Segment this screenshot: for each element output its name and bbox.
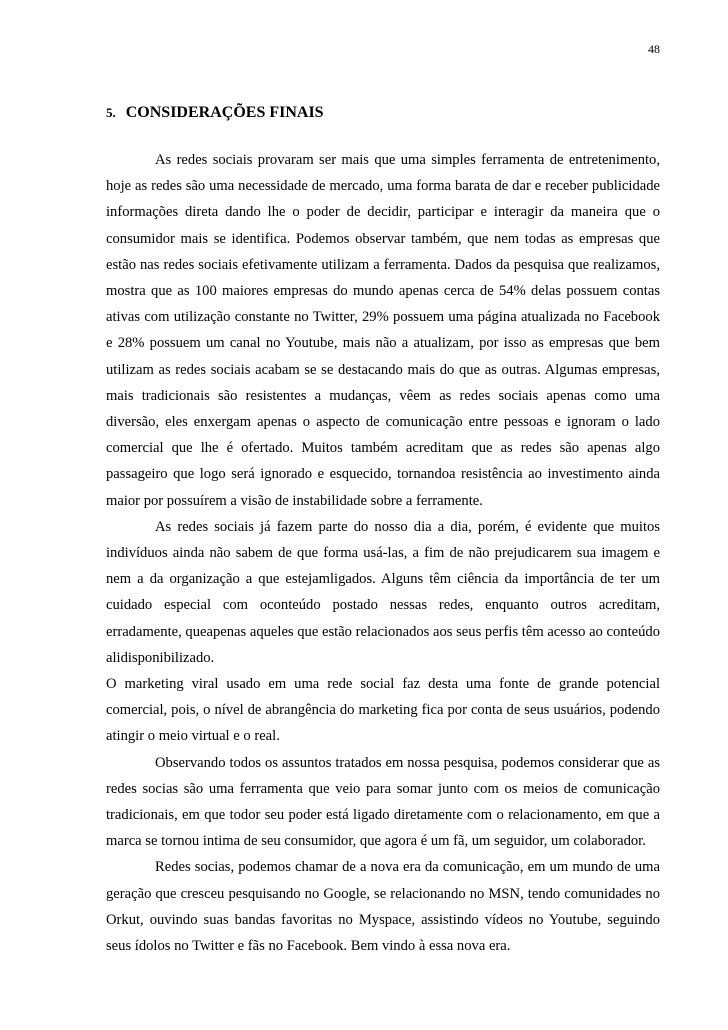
paragraph: As redes sociais provaram ser mais que uma simples ferramenta de entretenimento, hoje as redes são uma necessidade de mercado, uma forma barata de dar e receber publicidade informações direta dando lhe o poder de decidir, participar e interagir da maneira que o consumidor mais se identifica. Podemos observar também, que nem todas as empresas que estão nas redes sociais efetivamente utilizam a ferramenta. Dados da pesquisa que realizamos, mostra que as 100 maiores empresas do mundo apenas cerca de 54% delas possuem contas ativas com utilização constante no Twitter, 29% possuem uma página atualizada no Facebook e 28% possuem um canal no Youtube, mais não a atualizam, por isso as empresas que bem utilizam as redes sociais acabam se se destacando mais do que as outras. Algumas empresas, mais tradicionais são resistentes a mudanças, vêem as redes sociais apenas como uma diversão, eles enxergam apenas o aspecto de comunicação entre pessoas e ignoram o lado comercial que lhe é ofertado. Muitos também acreditam que as redes são apenas algo passageiro que logo será ignorado e esquecido, tornandoa resistência ao investimento ainda maior por possuírem a visão de instabilidade sobre a ferramente. xyxy=(106,152,660,509)
paragraph: O marketing viral usado em uma rede social faz desta uma fonte de grande potencial comercial, pois, o nível de abrangência do marketing fica por conta de seus usuários, podendo atingir o meio virtual e o real. xyxy=(106,676,660,745)
page-number: 48 xyxy=(648,42,660,56)
body-text xyxy=(106,147,660,959)
paragraph: As redes sociais já fazem parte do nosso dia a dia, porém, é evidente que muitos indivíduos ainda não sabem de que forma usá-las, a fim de não prejudicarem sua imagem e nem a da organização a que estejamligados. Alguns têm ciência da importância de ter um cuidado especial com oconteúdo postado nessas redes, enquanto outros acreditam, erradamente, queapenas aqueles que estão relacionados aos seus perfis têm acesso ao conteúdo alidisponibilizado. xyxy=(106,518,660,666)
section-heading xyxy=(106,104,324,122)
section-number: 5. xyxy=(106,105,116,120)
section-title: CONSIDERAÇÕES FINAIS xyxy=(125,104,324,121)
paragraph: Observando todos os assuntos tratados em nossa pesquisa, podemos considerar que as redes socias são uma ferramenta que veio para somar junto com os meios de comunicação tradicionais, em que todor seu poder está ligado diretamente com o relacionamento, em que a marca se tornou intima de seu consumidor, que agora é um fã, um seguidor, um colaborador. xyxy=(106,754,660,850)
paragraph: Redes socias, podemos chamar de a nova era da comunicação, em um mundo de uma geração que cresceu pesquisando no Google, se relacionando no MSN, tendo comunidades no Orkut, ouvindo suas bandas favoritas no Myspace, assistindo vídeos no Youtube, seguindo seus ídolos no Twitter e fãs no Facebook. Bem vindo à essa nova era. xyxy=(106,859,660,955)
